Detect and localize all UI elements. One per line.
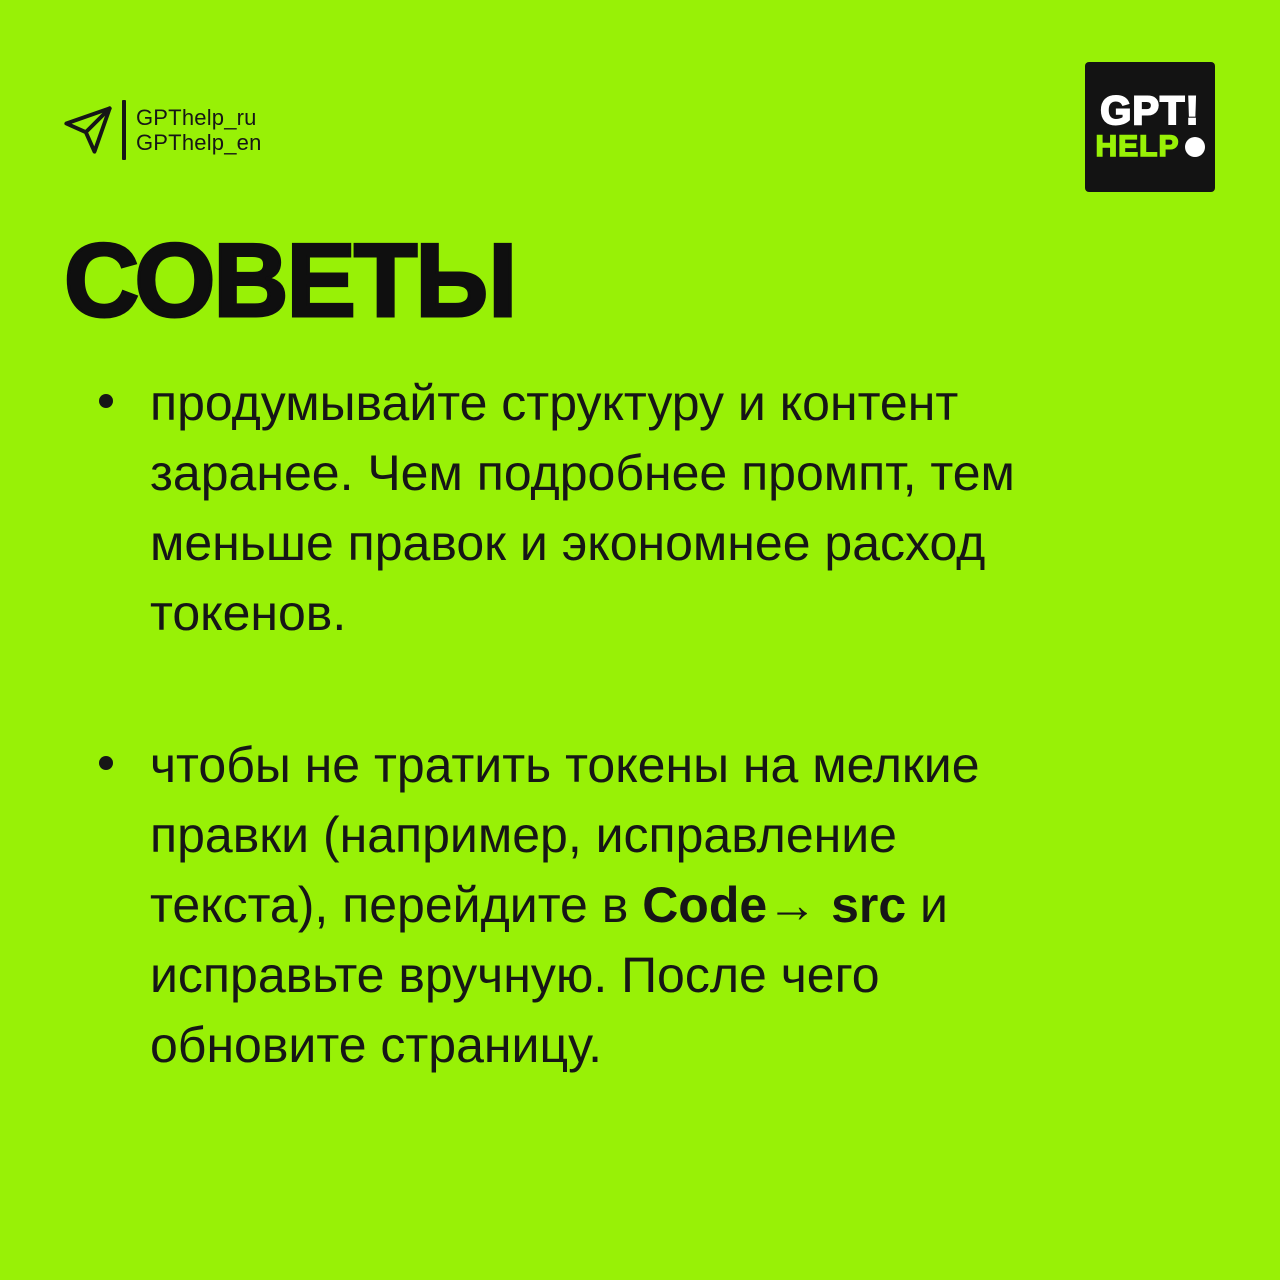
tip-line: исправьте вручную. После чего <box>150 947 880 1003</box>
telegram-handles-block <box>62 100 262 160</box>
telegram-handle-ru: GPThelp_ru <box>136 105 257 130</box>
tip-line: обновите страницу. <box>150 1017 602 1073</box>
list-item <box>99 730 1219 1080</box>
bullet-marker <box>99 368 150 648</box>
tip-line-mixed <box>150 870 980 940</box>
page-title: СОВЕТЫ <box>64 223 516 339</box>
tip-line: правки (например, исправление <box>150 807 897 863</box>
gpthelp-logo <box>1085 62 1215 192</box>
telegram-handle-list <box>136 105 262 155</box>
tip-line-pre: текста), перейдите в <box>150 877 643 933</box>
tip-text <box>150 368 1015 648</box>
tip-line-bold-code-src: Code→ src <box>642 877 907 933</box>
list-item <box>99 368 1219 648</box>
tip-line: меньше правок и экономнее расход <box>150 515 986 571</box>
bullet-dot-icon <box>99 394 113 408</box>
tip-line: продумывайте структуру и контент <box>150 375 959 431</box>
logo-text-gpt: GPT! <box>1100 89 1200 133</box>
logo-text-help <box>1095 131 1204 163</box>
bullet-marker <box>99 730 150 1080</box>
logo-dot-icon <box>1185 137 1205 157</box>
tip-line: чтобы не тратить токены на мелкие <box>150 737 980 793</box>
tips-list <box>99 368 1219 1162</box>
tip-line-post: и <box>906 877 948 933</box>
tip-line: заранее. Чем подробнее промпт, тем <box>150 445 1015 501</box>
telegram-handle-en: GPThelp_en <box>136 130 262 155</box>
tip-text <box>150 730 980 1080</box>
tip-line: токенов. <box>150 585 347 641</box>
telegram-plane-icon <box>62 104 114 156</box>
divider <box>122 100 126 160</box>
bullet-dot-icon <box>99 756 113 770</box>
logo-help-label: HELP <box>1095 130 1180 163</box>
